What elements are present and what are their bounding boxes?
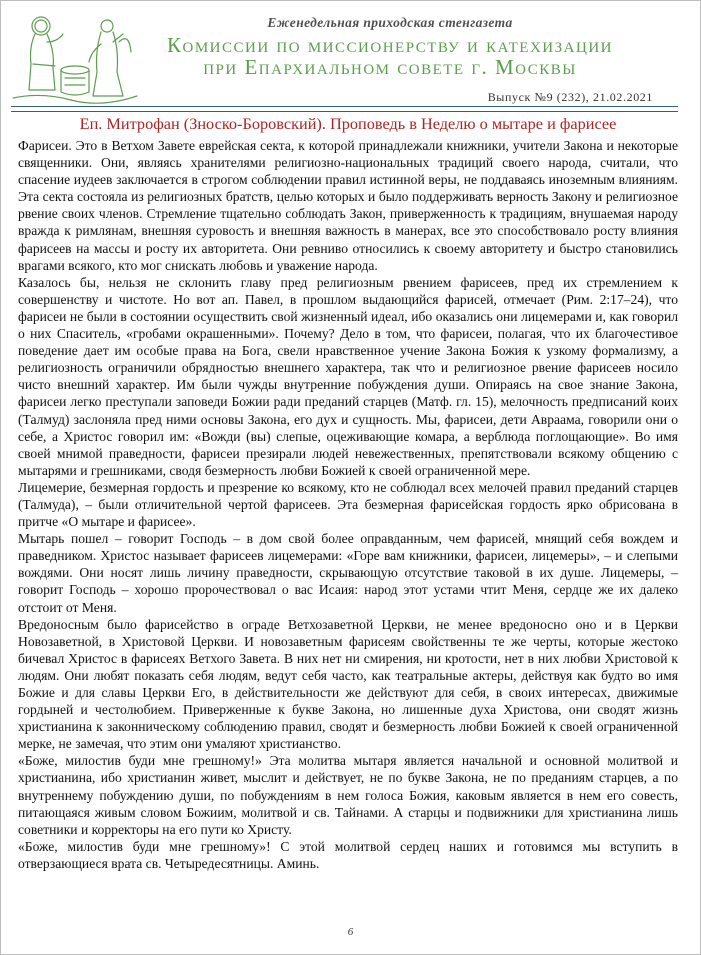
masthead-kicker: Еженедельная приходская стенгазета [267,15,513,30]
paragraph: Казалось бы, нельзя не склонить главу пред религиозным рвением фарисеев, пред их стремлением к совершенству и чистоте. Но вот ап. Павел, в прошлом выдающийся фарисей, отмечает (Рим. 2:17–24), что фарисеи не были в состоянии осуществить свой жизненный идеал, ибо оказались они лицемерами и, как говорил о них Спаситель, «гробами окрашенными». Почему? Дело в том, что фарисеи, полагая, что их благочестивое поведение дает им особые права на Бога, свели нравственное учение Закона Божия к узкому формализму, а религиозность ограничили обрядностью внешнего характера, так что и религиозное рвение фарисеев носило чисто внешний характер. Им были чужды внутренние побуждения души. Опираясь на свое знание Закона, фарисеи легко преступали заповеди Божии ради преданий старцев (Матф. гл. 15), мелочность предписаний коих (Талмуд) заслоняла пред ними основы Закона, его дух и сущность. Мы, фарисеи, дети Авраама, говорили они о себе, а Христос говорил им: «Вожди (вы) слепые, оцеживающие комара, а верблюда поглощающие». Во имя своей мнимой праведности, фарисеи презирали людей невежественных, препятствовали всякому общению с мытарями и грешниками, сводя безмерность любви Божией к своей ограниченной мере. [18,274,678,478]
paragraph: Лицемерие, безмерная гордость и презрение ко всякому, кто не соблюдал всех мелочей правил преданий старцев (Талмуда), – были отличительной чертой фарисеев. Эта безмерная фарисейская гордость ярко обрисована в притче «О мытаре и фарисее». [18,479,678,530]
paragraph: Мытарь пошел – говорит Господь – в дом свой более оправданным, чем фарисей, мнящий себя вождем и праведником. Христос называет фарисеев лицемерами: «Горе вам книжники, фарисеи, лицемеры», – и слепыми вождями. Они носят лишь личину праведности, скрывающую отсутствие таковой в их душе. Лицемеры, – говорит Господь – хорошо пророчествовал о вас Исаия: народ этот устами чтит Меня, сердце же их далеко отстоит от Меня. [18,531,678,615]
masthead-line-2: при Епархиальном совете г. Москвы [203,55,577,79]
paragraph: «Боже, милостив буди мне грешному»! С этой молитвой сердец наших и готовимся мы вступить в отверзающиеся врата св. Четыредесятницы. Аминь. [18,838,678,871]
article-title: Еп. Митрофан (Зноско-Боровский). Проповедь в Неделю о мытаре и фарисее [79,114,617,133]
masthead-line-1: Комиссии по миссионерству и катехизации [167,33,613,57]
header-rule-top [11,106,678,107]
page-number: 6 [347,926,354,938]
paragraph: «Боже, милостив буди мне грешному!» Эта молитва мытаря является начальной и основной молитвой и христианина, ибо христианин живет, мыслит и действует, не по букве Закона, не по преданиям старцев, а по внутреннему побуждению души, по побуждениям в нем голоса Божия, каковым является в нем его совесть, питающаяся живым словом Божиим, молитвой и св. Тайнами. А старцы и подвижники для христианина лишь советники и корректоры на его пути ко Христу. [18,753,678,837]
paragraph: Фарисеи. Это в Ветхом Завете еврейская секта, к которой принадлежали книжники, учители Закона и некоторые священники. Они, являясь хранителями религиозно-национальных традиций своего народа, считали, что спасение иудеев заключается в строгом соблюдении правил истинной веры, не поддаваясь иноземным влияниям. Эта секта состояла из религиозных братств, целью которых и было поддерживать верность Закону и религиозное рвение своих членов. Стремление тщательно соблюдать Закон, приверженность к традициям, внушаемая народу вражда к римлянам, внешняя суровость и внешняя важность в манерах, все это способствовало росту влияния фарисеев на массы и росту их авторитета. Они ревниво относились к своему авторитету и быстро становились врагами всякого, кто мог снискать любовь и уважение народа. [18,138,678,273]
header-rule-bottom [11,111,678,112]
article-body [18,137,678,872]
issue-number: Выпуск №9 (232), 21.02.2021 [487,90,653,104]
christ-samaritan-woman-icon [11,12,139,104]
paragraph: Вредоносным было фарисейство в ограде Ветхозаветной Церкви, не менее вредоносно оно и в Церкви Новозаветной, в Христовой Церкви. И новозаветным фарисеям свойственны те же черты, которые жестоко бичевал Христос в фарисеях Ветхого Завета. В них нет ни смирения, ни кротости, нет в них любви Христовой к людям. Они любят показать себя людям, ведут себя часто, как театральные актеры, действуя как будто во имя Божие и для славы Церкви Его, в действительности же действуют для себя, в своих интересах, движимые гордыней и честолюбием. Приверженные к букве Закона, но лишенные духа Христова, они сводят жизнь христианина к законническому соблюдению правил, сводят и безмерность любви Божией к своей ограниченной мерке, не замечая, что этим они умаляют христианство. [18,616,678,752]
